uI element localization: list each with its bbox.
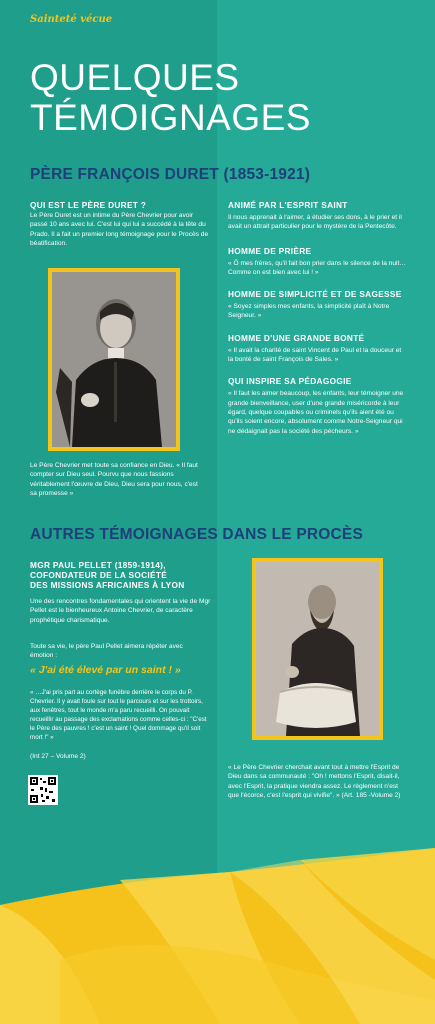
pellet-title-line: COFONDATEUR DE LA SOCIÉTÉ — [30, 570, 168, 580]
title-line-1: QUELQUES — [30, 57, 240, 98]
right-panel-background — [217, 0, 435, 1024]
q1-text: Le Père Duret est un intime du Père Chevrier pour avoir passé 10 ans avec lui. C'est lui qui lui a succédé à la tête du Prado. Il a fait un premier long témoignage pour le Procès de béatification. — [30, 212, 209, 247]
chevrier-quote: « Le Père Chevrier cherchait avant tout à mettre l'Esprit de Dieu dans sa communauté : "Oh ! mettons l'Esprit, disait-il, avec l'Esprit, la pratique viendra assez. Le règlement n'est que l'écorce, c'est l'esprit qui vivifie". » (Art. 185 -Volume 2) — [228, 764, 401, 799]
quality-item — [228, 246, 408, 278]
section1-heading: PÈRE FRANÇOIS DURET (1853-1921) — [30, 166, 311, 183]
title-line-2: TÉMOIGNAGES — [30, 97, 311, 138]
quality-text: « Soyez simples mes enfants, la simplicité plaît à Notre Seigneur. » — [228, 303, 390, 320]
qr-code-icon — [28, 775, 58, 805]
pellet-title-line: DES MISSIONS AFRICAINES À LYON — [30, 580, 185, 590]
quality-text: « Il faut les aimer beaucoup, les enfants, leur témoigner une grande bienveillance, user d'une grande miséricorde à leur égard, quelque coupables ou criminels qu'ils aient été ou qu'ils soient encore, absolument comme Notre-Seigneur qui ne dédaignait pas la société des pécheurs. » — [228, 390, 404, 435]
quality-item — [228, 289, 408, 321]
quality-text: Il nous apprenait à l'aimer, à étudier ses dons, à le prier et il avait un attrait particulier pour le mystère de la Pentecôte. — [228, 214, 402, 231]
pellet-intro: Une des rencontres fondamentales qui orientent la vie de Mgr Pellet est le bienheureux Antoine Chevrier, de caractère prophétique charismatique. — [30, 598, 211, 624]
quality-title: QUI INSPIRE SA PÉDAGOGIE — [228, 376, 352, 387]
quality-item — [228, 200, 408, 232]
quality-item — [228, 376, 408, 435]
pellet-testimony: « …J'ai pris part au cortège funèbre derrière le corps du P. Chevrier. Il y avait foule sur tout le parcours et sur les trottoirs, aux fenêtres, tout le monde m'a paru recueilli. On pouvait recueillir au passage des exclamations comme celles-ci : "C'est le Père des pauvres ! c'est un saint ! Quel dommage qu'il soit mort !" » — [30, 689, 207, 741]
duret-caption: Le Père Chevrier met toute sa confiance en Dieu. « Il faut compter sur Dieu seul. Pourvu que nous fassions véritablement l'œuvre de Dieu, Dieu sera pour nous, c'est sa promesse » — [30, 462, 198, 497]
section-tag: Sainteté vécue — [30, 14, 113, 25]
pellet-title — [30, 560, 210, 590]
quality-title: ANIMÉ PAR L'ESPRIT SAINT — [228, 200, 348, 210]
quality-title: HOMME DE PRIÈRE — [228, 245, 312, 256]
qr-code[interactable] — [28, 775, 58, 805]
duret-photo — [48, 268, 180, 451]
section2-heading: AUTRES TÉMOIGNAGES DANS LE PROCÈS — [30, 526, 363, 543]
pellet-title-line: MGR PAUL PELLET (1859-1914), — [30, 560, 166, 570]
quality-item — [228, 333, 408, 365]
duret-qualities — [228, 200, 408, 436]
quality-text: « Il avait la charité de saint Vincent de Paul et la douceur et la bonté de saint François de Sales. » — [228, 346, 402, 364]
quality-title: HOMME D'UNE GRANDE BONTÉ — [228, 332, 365, 343]
duret-portrait-image — [52, 272, 176, 447]
pellet-photo — [252, 558, 383, 740]
pellet-reference: (Int 27 – Volume 2) — [30, 753, 86, 760]
quality-text: « Ô mes frères, qu'il fait bon prier dans le silence de la nuit… Comme on est bien avec lui ! » — [228, 259, 406, 276]
quality-title: HOMME DE SIMPLICITÉ ET DE SAGESSE — [228, 289, 402, 300]
pellet-portrait-image — [256, 562, 379, 736]
pellet-quote: « J'ai été élevé par un saint ! » — [30, 664, 181, 676]
pellet-repeat: Toute sa vie, le père Paul Pellet aimera répéter avec émotion : — [30, 643, 183, 660]
q1-title: QUI EST LE PÈRE DURET ? — [30, 200, 147, 210]
page-title — [30, 58, 311, 138]
